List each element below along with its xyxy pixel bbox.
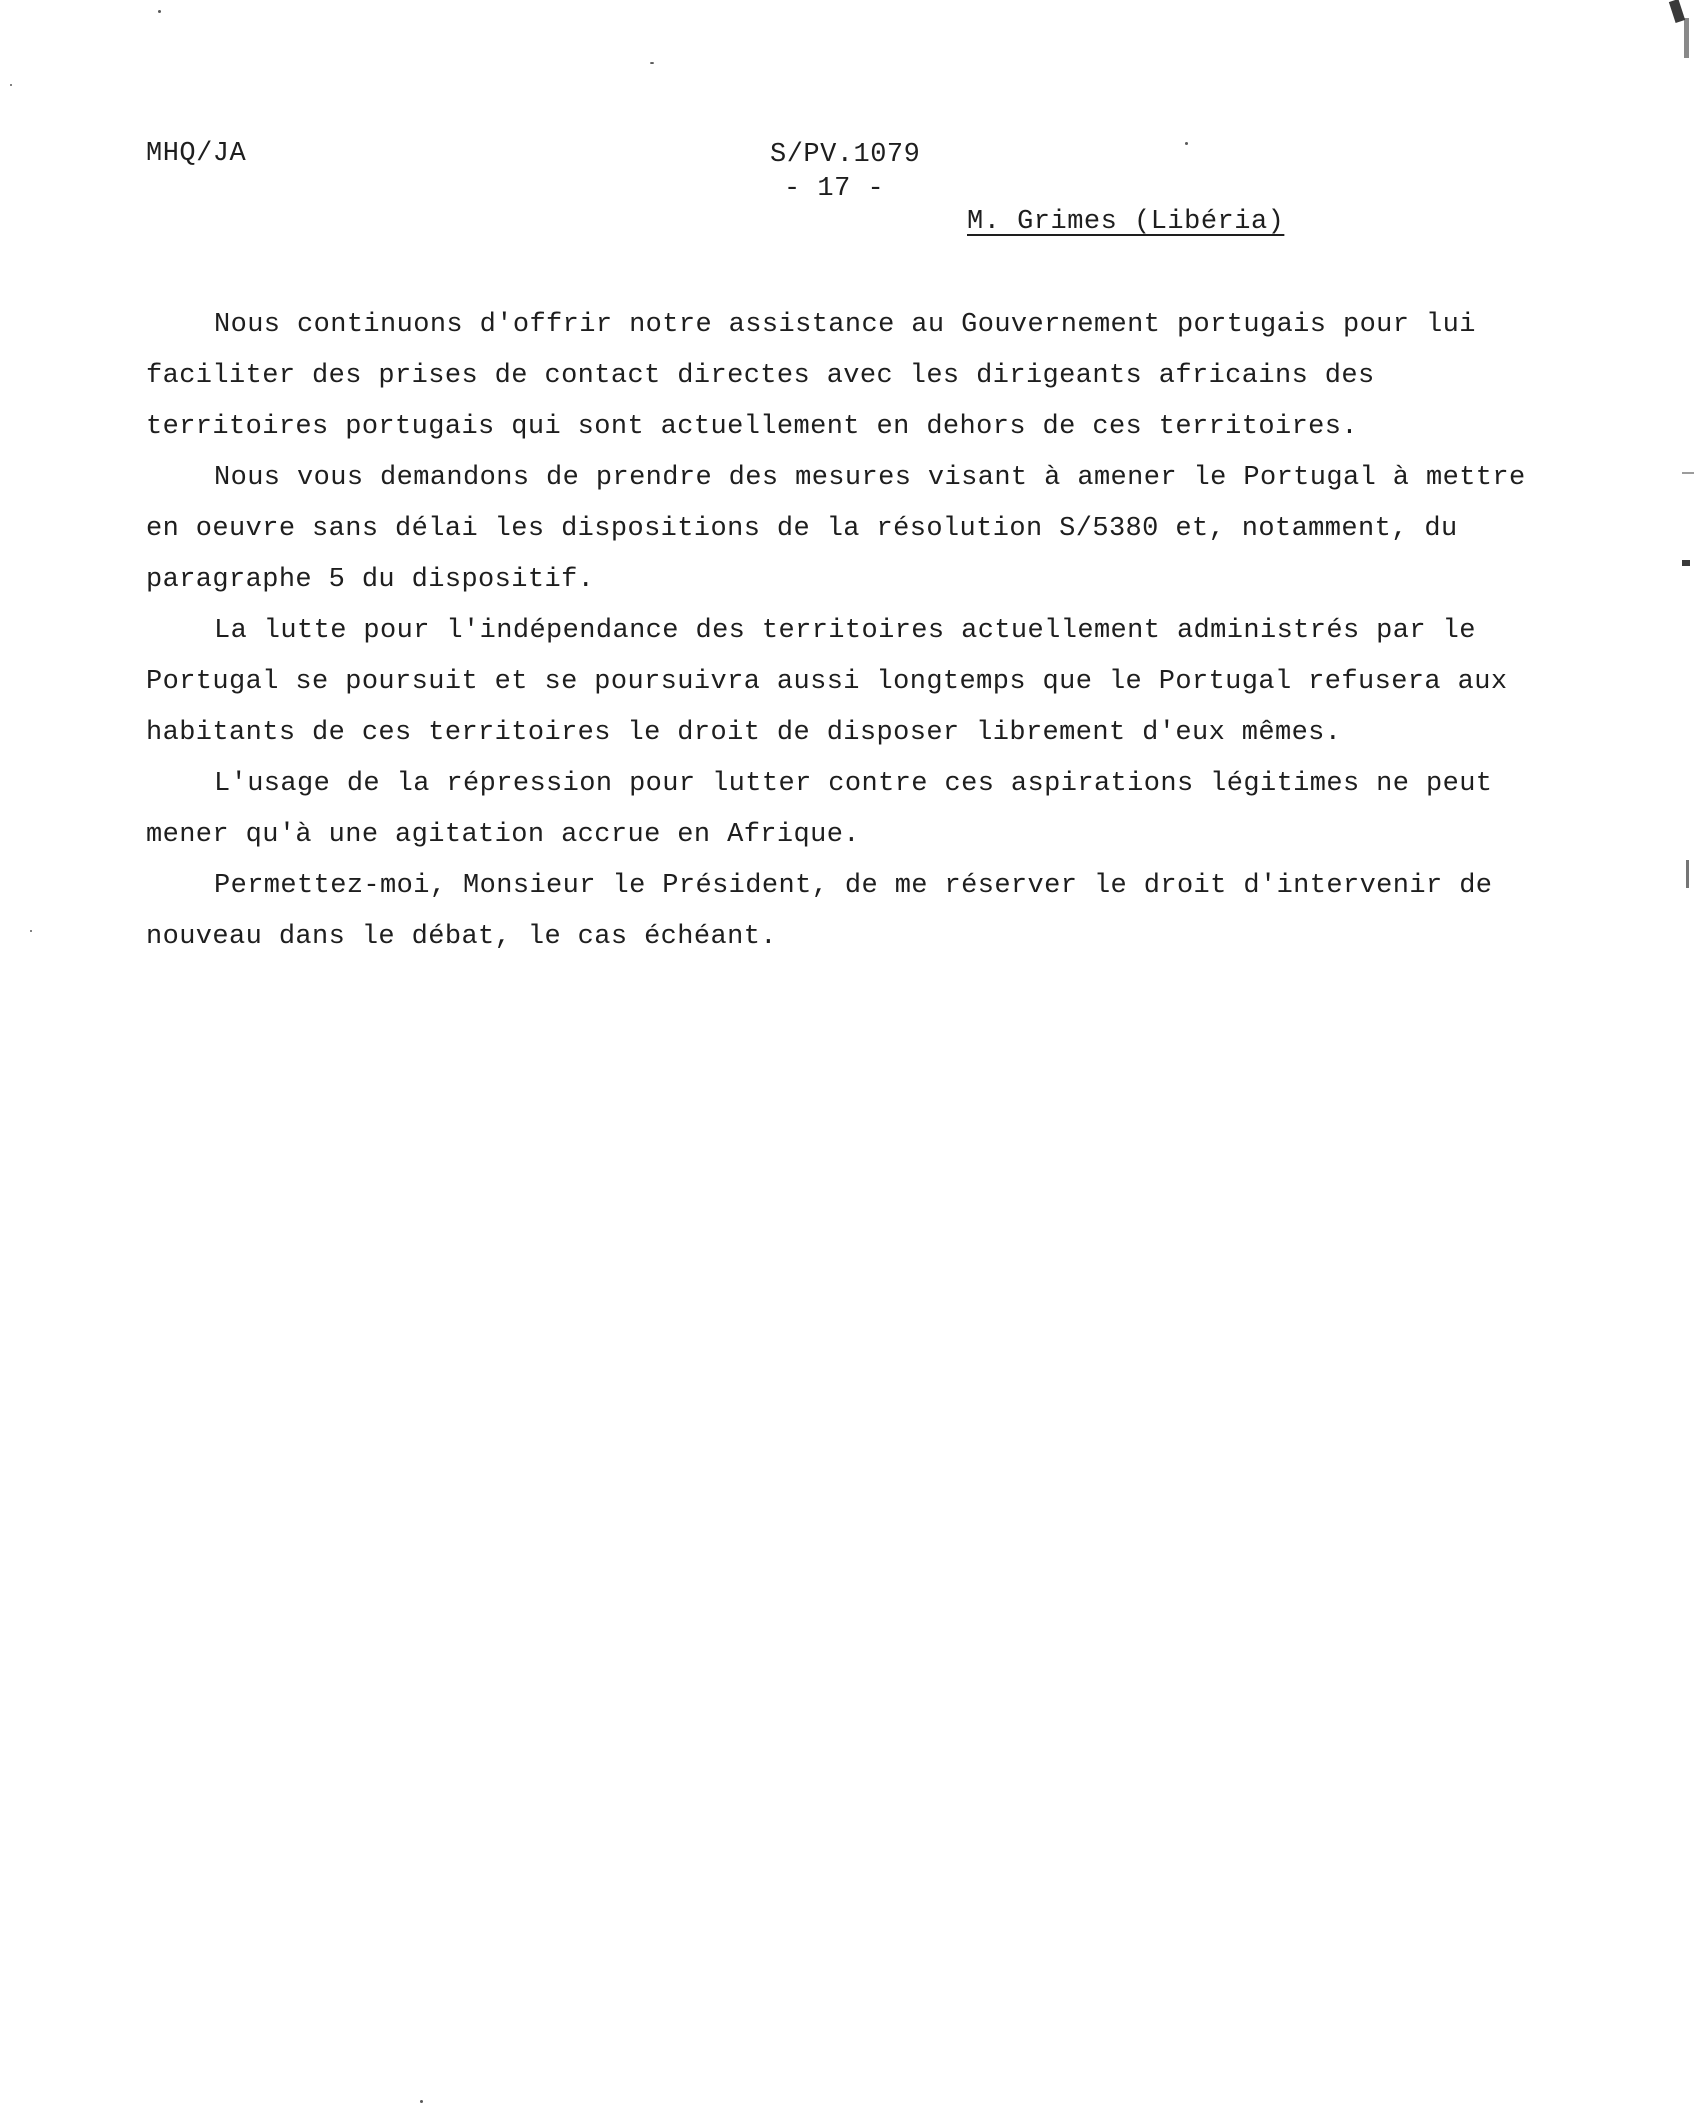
paragraph-line: mener qu'à une agitation accrue en Afrique. <box>146 820 860 850</box>
scan-speck <box>650 62 654 64</box>
paragraph-line: habitants de ces territoires le droit de disposer librement d'eux mêmes. <box>146 718 1342 748</box>
paragraph-line: La lutte pour l'indépendance des territoires actuellement administrés par le <box>214 616 1476 646</box>
paragraph-line: Permettez-moi, Monsieur le Président, de me réserver le droit d'intervenir de <box>214 871 1493 901</box>
paragraph-line: paragraphe 5 du dispositif. <box>146 565 595 595</box>
speech-body <box>146 300 1566 963</box>
paragraph-1 <box>146 300 1566 453</box>
scan-edge-mark <box>1682 560 1690 566</box>
scan-speck <box>420 2100 423 2103</box>
scan-edge-mark <box>1684 18 1689 58</box>
paragraph-line: faciliter des prises de contact directes avec les dirigeants africains des <box>146 361 1375 391</box>
paragraph-line: Portugal se poursuit et se poursuivra aussi longtemps que le Portugal refusera aux <box>146 667 1508 697</box>
paragraph-line: en oeuvre sans délai les dispositions de la résolution S/5380 et, notamment, du <box>146 514 1458 544</box>
paragraph-3 <box>146 606 1566 759</box>
paragraph-line: L'usage de la répression pour lutter contre ces aspirations légitimes ne peut <box>214 769 1493 799</box>
paragraph-4 <box>146 759 1566 861</box>
paragraph-2 <box>146 453 1566 606</box>
paragraph-line: Nous continuons d'offrir notre assistance au Gouvernement portugais pour lui <box>214 310 1476 340</box>
scan-edge-mark <box>1686 860 1689 888</box>
reference-initials: MHQ/JA <box>146 139 247 169</box>
scan-speck <box>30 930 32 932</box>
paragraph-line: territoires portugais qui sont actuellement en dehors de ces territoires. <box>146 412 1358 442</box>
scan-speck <box>10 84 12 86</box>
page-number: - 17 - <box>784 174 885 204</box>
paragraph-5 <box>146 861 1566 963</box>
paragraph-line: Nous vous demandons de prendre des mesures visant à amener le Portugal à mettre <box>214 463 1526 493</box>
document-code: S/PV.1079 <box>770 140 921 170</box>
speaker-heading: M. Grimes (Libéria) <box>967 207 1285 237</box>
paragraph-line: nouveau dans le débat, le cas échéant. <box>146 922 777 952</box>
scan-speck <box>1185 142 1188 145</box>
scan-edge-mark <box>1669 0 1685 23</box>
scan-speck <box>158 10 161 13</box>
scan-edge-mark <box>1682 472 1694 474</box>
